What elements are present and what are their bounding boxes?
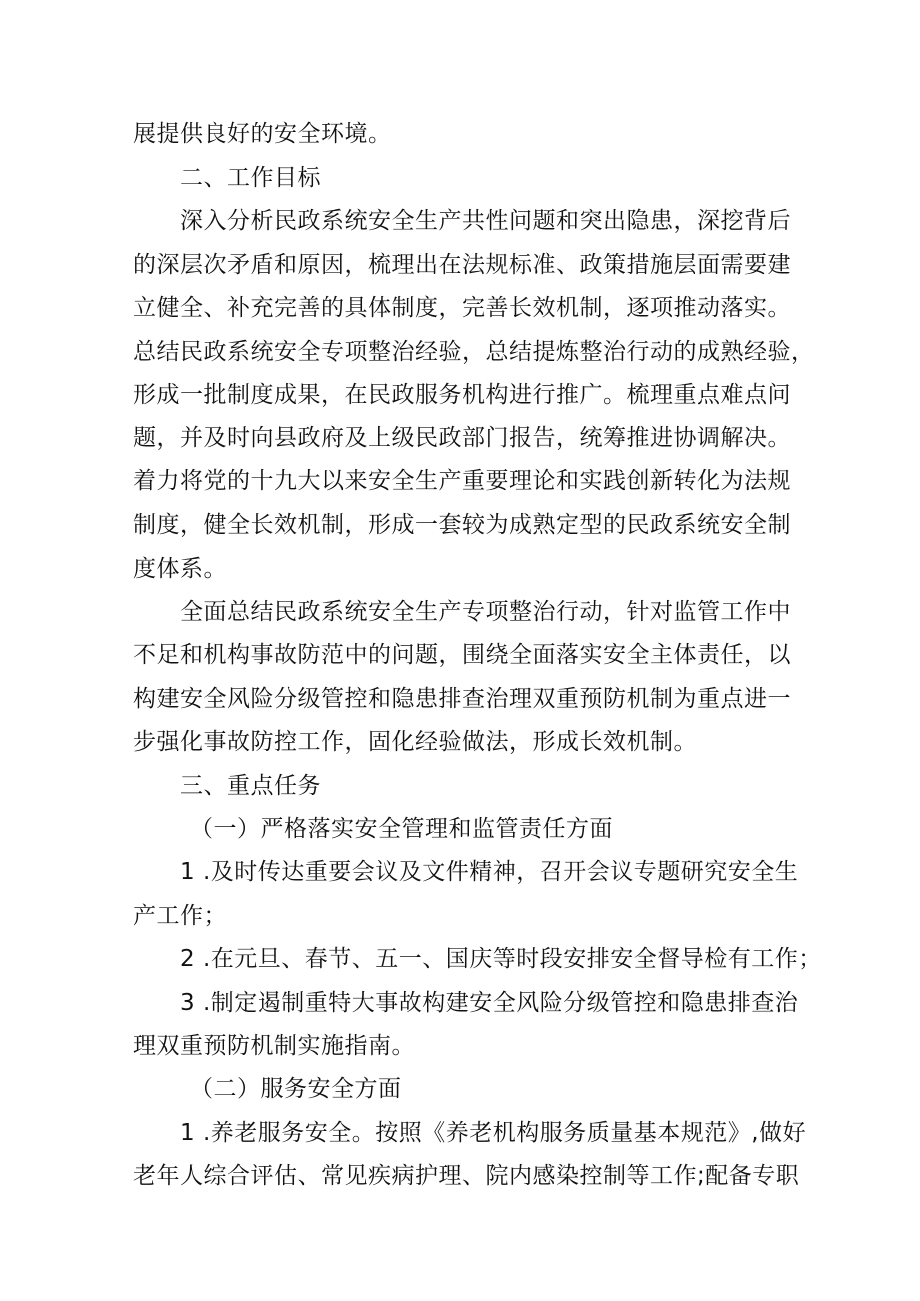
list-item-line: 3 .制定遏制重特大事故构建安全风险分级管控和隐患排查治 [180, 990, 799, 1016]
paragraph-line: 度体系。 [133, 556, 227, 582]
paragraph-line: 形成一批制度成果，在民政服务机构进行推广。梳理重点难点问 [133, 382, 791, 408]
list-item-line: 理双重预防机制实施指南。 [133, 1033, 415, 1059]
list-item-line: 1 .养老服务安全。按照《养老机构服务质量基本规范》,做好 [180, 1120, 807, 1146]
paragraph-line: 步强化事故防控工作，固化经验做法，形成长效机制。 [133, 729, 697, 755]
subsection-heading: （一）严格落实安全管理和监管责任方面 [190, 816, 613, 842]
section-heading-goals: 二、工作目标 [180, 165, 321, 191]
paragraph-line: 着力将党的十九大以来安全生产重要理论和实践创新转化为法规 [133, 468, 791, 494]
paragraph-line: 立健全、补充完善的具体制度，完善长效机制，逐项推动落实。 [133, 295, 791, 321]
paragraph-line: 不足和机构事故防范中的问题，围绕全面落实安全主体责任，以 [133, 642, 791, 668]
section-heading-tasks: 三、重点任务 [180, 773, 321, 799]
paragraph-line: 深入分析民政系统安全生产共性问题和突出隐患，深挖背后 [180, 208, 791, 234]
paragraph-line: 的深层次矛盾和原因，梳理出在法规标准、政策措施层面需要建 [133, 252, 791, 278]
list-item-line: 产工作； [133, 903, 227, 929]
paragraph-line: 题，并及时向县政府及上级民政部门报告，统筹推进协调解决。 [133, 425, 791, 451]
paragraph-line: 总结民政系统安全专项整治经验，总结提炼整治行动的成熟经验， [133, 339, 815, 365]
list-item-line: 1 .及时传达重要会议及文件精神，召开会议专题研究安全生 [180, 859, 799, 885]
paragraph-line: 展提供良好的安全环境。 [133, 121, 392, 147]
list-item-line: 2 .在元旦、春节、五一、国庆等时段安排安全督导检有工作； [180, 946, 822, 972]
paragraph-line: 构建安全风险分级管控和隐患排查治理双重预防机制为重点进一 [133, 686, 791, 712]
subsection-heading: （二）服务安全方面 [190, 1076, 402, 1102]
paragraph-line: 制度，健全长效机制，形成一套较为成熟定型的民政系统安全制 [133, 512, 791, 538]
paragraph-line: 全面总结民政系统安全生产专项整治行动，针对监管工作中 [180, 599, 791, 625]
list-item-line: 老年人综合评估、常见疾病护理、院内感染控制等工作;配备专职 [133, 1163, 800, 1189]
